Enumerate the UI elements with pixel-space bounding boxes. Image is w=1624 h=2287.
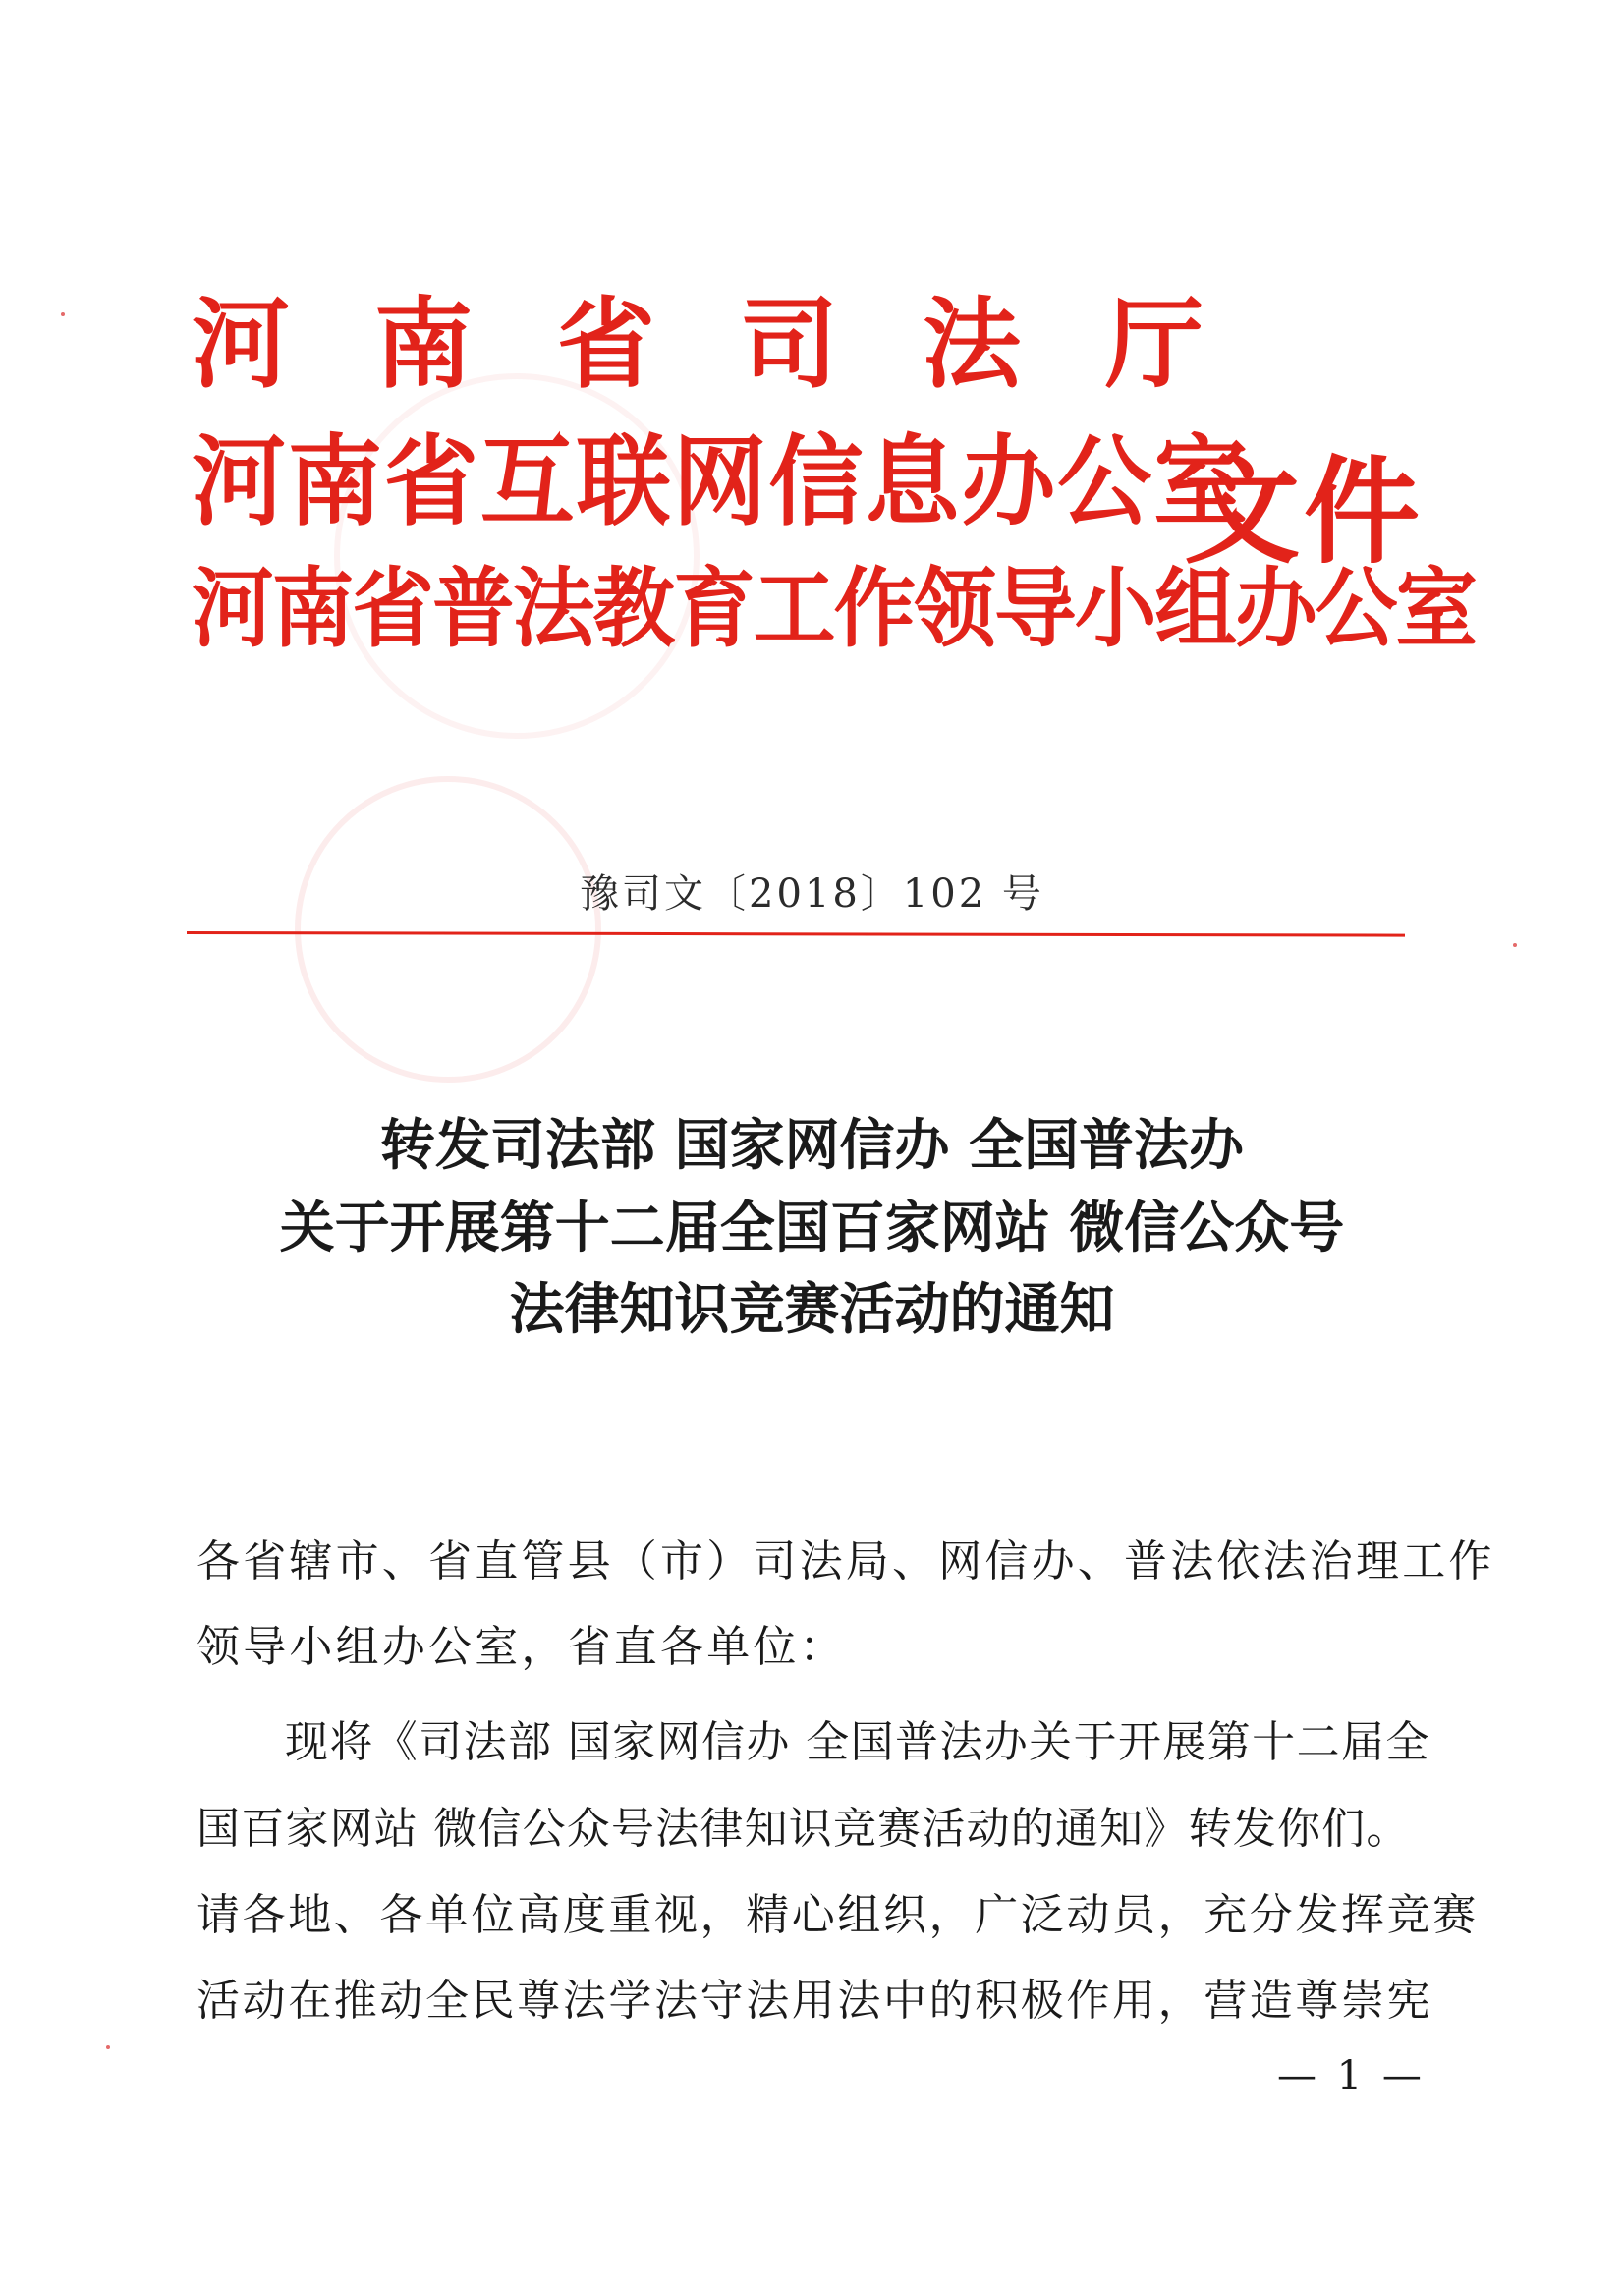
addressee-line-1: 各省辖市、省直管县（市）司法局、网信办、普法依法治理工作 [196, 1536, 1495, 1587]
scan-speck [61, 312, 65, 316]
title-line-3: 法律知识竞赛活动的通知 [509, 1277, 1115, 1342]
body-paragraph-line-3: 请各地、各单位高度重视，精心组织，广泛动员，充分发挥竞赛 [196, 1890, 1479, 1940]
scan-speck [106, 2045, 110, 2049]
title-line-1: 转发司法部 国家网信办 全国普法办 [380, 1113, 1244, 1178]
body-paragraph-line-1: 现将《司法部 国家网信办 全国普法办关于开展第十二届全 [285, 1717, 1430, 1767]
addressee-line-2: 领导小组办公室，省直各单位： [196, 1622, 846, 1672]
document-number: 豫司文〔2018〕102 号 [580, 871, 1044, 917]
ghost-seal-mark-lower [295, 776, 601, 1083]
issuer-line-1: 河南省司法厅 [192, 286, 1288, 402]
issuer-line-3: 河南省普法教育工作领导小组办公室 [192, 557, 1477, 659]
issuer-line-2: 河南省互联网信息办公室 [192, 423, 1251, 539]
title-line-2: 关于开展第十二届全国百家网站 微信公众号 [279, 1196, 1345, 1260]
body-paragraph-line-2: 国百家网站 微信公众号法律知识竞赛活动的通知》转发你们。 [196, 1804, 1411, 1854]
body-paragraph-line-4: 活动在推动全民尊法学法守法用法中的积极作用，营造尊崇宪 [196, 1976, 1433, 2026]
page-number: — 1 — [1277, 2053, 1426, 2098]
scan-speck [1513, 943, 1517, 947]
document-type-label: 文件 [1184, 443, 1425, 580]
